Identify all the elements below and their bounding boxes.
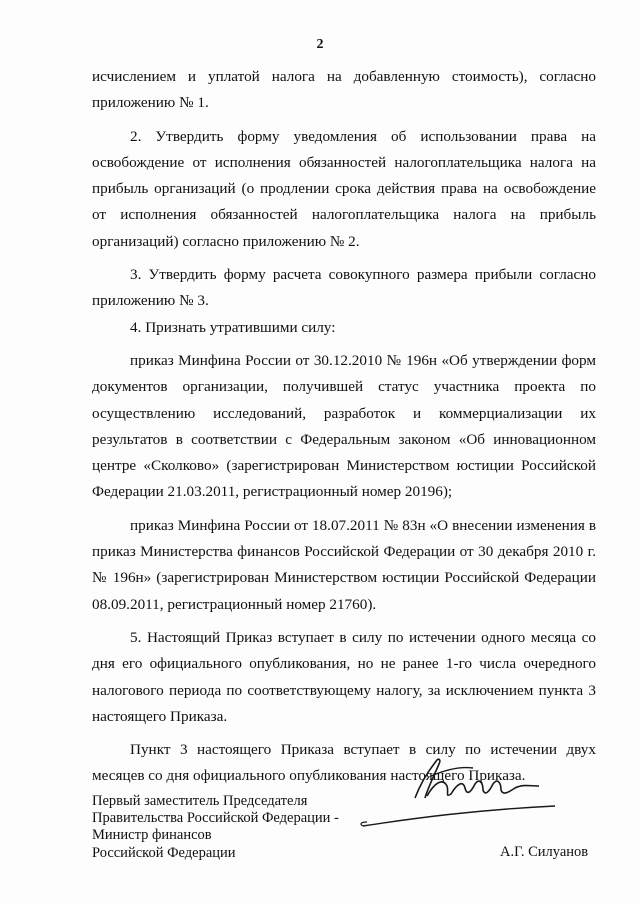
- signatory-name: А.Г. Силуанов: [500, 844, 589, 860]
- page-number: 2: [316, 37, 324, 52]
- paragraph-order-196n: приказ Минфина России от 30.12.2010 № 196н «Об утверждении форм документов организации, получившей статус участника проекта по осуществлению исследований, разработок и коммерциализации их результатов в соответствии с Федеральным законом «Об инновационном центре «Сколково» (зарегистрирован Министерством юстиции Российской Федерации 21.03.2011, регистрационный номер 20196);: [92, 351, 596, 501]
- document-body: [92, 64, 596, 790]
- paragraph-item-4: 4. Признать утратившими силу:: [130, 318, 336, 336]
- paragraph-item-5: 5. Настоящий Приказ вступает в силу по истечении одного месяца со дня его официального опубликования, но не ранее 1-го числа очередного налогового периода по соответствующему налогу, за исключением пункта 3 настоящего Приказа.: [92, 628, 596, 725]
- paragraph-point-3: Пункт 3 настоящего Приказа вступает в силу по истечении двух месяцев со дня официального опубликования настоящего Приказа.: [92, 741, 596, 785]
- signatory-title-line: Правительства Российской Федерации -: [92, 810, 339, 827]
- paragraph-order-83n: приказ Минфина России от 18.07.2011 № 83н «О внесении изменения в приказ Министерства финансов Российской Федерации от 30 декабря 2010 г. № 196н» (зарегистрирован Министерством юстиции Российской Федерации 08.09.2011, регистрационный номер 21760).: [92, 516, 596, 613]
- paragraph-item-3: 3. Утвердить форму расчета совокупного размера прибыли согласно приложению № 3.: [92, 266, 596, 310]
- paragraph-continuation: исчислением и уплатой налога на добавленную стоимость), согласно приложению № 1.: [92, 68, 596, 112]
- handwritten-signature: [355, 752, 565, 832]
- signatory-title-line: Первый заместитель Председателя: [92, 793, 308, 809]
- signatory-title-line: Российской Федерации: [92, 844, 236, 861]
- paragraph-item-2: 2. Утвердить форму уведомления об использовании права на освобождение от исполнения обязанностей налогоплательщика налога на прибыль организаций (о продлении срока действия права на освобождение от исполнения обязанностей налогоплательщика налога на прибыль организаций) согласно приложению № 2.: [92, 127, 596, 250]
- signatory-title: [92, 793, 339, 862]
- signatory-title-line: Министр финансов: [92, 827, 212, 844]
